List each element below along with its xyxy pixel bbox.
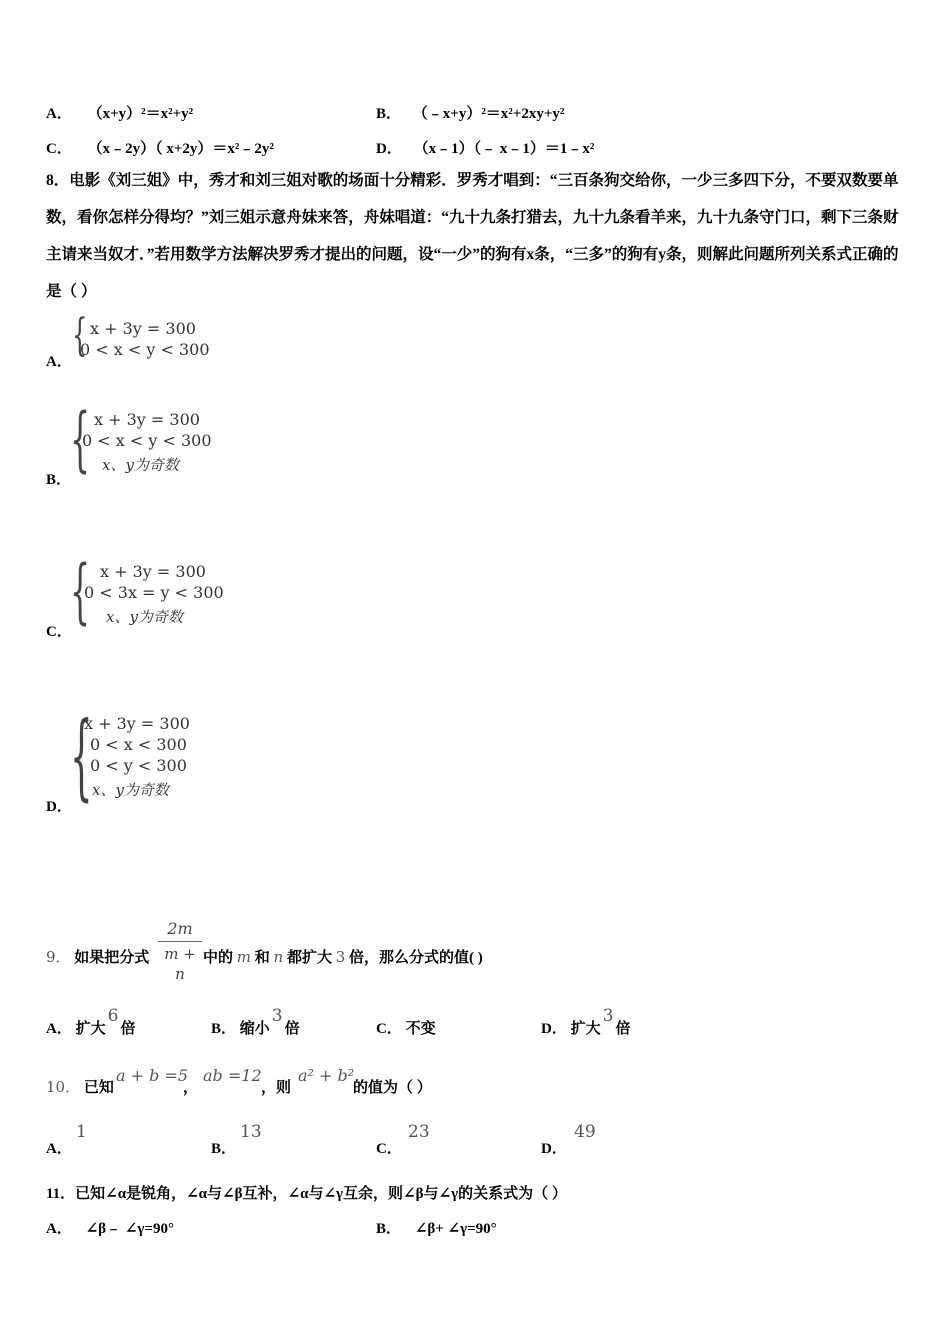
option-text: ∠β﹣ ∠γ=90° [85, 1221, 174, 1237]
option-text: 扩大 [570, 1021, 601, 1037]
q8-option-c-label: C． [46, 624, 72, 640]
fraction-bar [158, 941, 202, 942]
q7-option-a [46, 102, 193, 123]
option-label: A． [46, 106, 72, 122]
q9-stem [46, 946, 149, 967]
q8-option-a-label: A． [46, 354, 72, 370]
equation-row: 0 < 3x = y < 300 [84, 583, 224, 602]
q10-option-b-value: 13 [240, 1122, 262, 1142]
stem-text: 如果把分式 [74, 950, 150, 966]
fraction-numerator: 2m [167, 919, 193, 938]
q9-option-d [541, 1006, 631, 1038]
equation-row: 0 < x < y < 300 [82, 431, 212, 450]
equation-row: x + 3y = 300 [90, 319, 196, 338]
stem-text: 和 [254, 950, 270, 966]
brace-icon: { [70, 702, 93, 811]
option-text: 缩小 [239, 1021, 270, 1037]
option-text: 不变 [405, 1021, 436, 1037]
option-number: 3 [602, 1006, 614, 1026]
equation-row: x、y为奇数 [92, 781, 169, 799]
q10-option-b-label: B． [211, 1141, 237, 1157]
equation-row: 0 < x < 300 [90, 735, 187, 754]
stem-text: 中的 [203, 950, 234, 966]
q8-option-b-label: B． [46, 472, 72, 488]
equation-row: x、y为奇数 [106, 608, 183, 626]
option-label: A． [46, 1221, 72, 1237]
q10-stem [46, 1076, 114, 1097]
q10-stem-end: 的值为（ ） [353, 1080, 432, 1096]
q8-stem: 8．电影《刘三姐》中，秀才和刘三姐对歌的场面十分精彩．罗秀才唱到：“三百条狗交给你，一少三多四下分，不要双数要单数，看你怎样分得均？”刘三姐示意舟妹来答，舟妹唱道：“九十九条打猎去，九十九条看羊来，九十九条守门口，剩下三条财主请来当奴才．”若用数学方法解决罗秀才提出的问题，设“一少”的狗有x条，“三多”的狗有y条，则解此问题所列关系式正确的是（ ） [46, 172, 899, 300]
option-label: B． [211, 1021, 237, 1037]
option-number: 6 [107, 1006, 119, 1026]
option-text: （x﹣2y）（ x+2y）＝x²﹣2y² [87, 141, 274, 157]
equation-row: x、y为奇数 [102, 456, 179, 474]
q9-option-a [46, 1006, 136, 1038]
equation-row: 0 < x < y < 300 [80, 340, 210, 359]
q9-option-b [211, 1006, 300, 1038]
q10-option-c-value: 23 [408, 1122, 430, 1142]
q8-option-d-system [84, 713, 190, 801]
variable-n: n [273, 948, 284, 966]
variable-m: m [236, 948, 251, 966]
option-text: 倍 [615, 1021, 631, 1037]
option-label: D． [376, 141, 402, 157]
option-text: 倍 [120, 1021, 136, 1037]
option-label: A． [46, 1021, 72, 1037]
equation-row: x + 3y = 300 [84, 714, 190, 733]
q10-option-d-label: D． [541, 1141, 567, 1157]
q8-option-c-system [84, 561, 224, 628]
q10-option-a-label: A． [46, 1141, 72, 1157]
q8-option-a-system [80, 318, 210, 360]
stem-text: 已知 [83, 1080, 114, 1096]
q11-option-b [376, 1217, 497, 1238]
q11-option-a [46, 1217, 174, 1238]
option-label: D． [541, 1021, 567, 1037]
q8-option-d-label: D． [46, 799, 72, 815]
option-label: B． [376, 1221, 402, 1237]
option-text: （x﹣1）（﹣ x﹣1）＝1﹣x² [413, 141, 595, 157]
option-label: C． [376, 1021, 402, 1037]
q9-stem-rest [203, 946, 483, 967]
q7-option-c [46, 137, 274, 158]
option-label: B． [376, 106, 402, 122]
question-number: 9． [46, 948, 71, 966]
option-text: ∠β+ ∠γ=90° [414, 1221, 497, 1237]
q7-option-b [376, 102, 564, 123]
q10-option-a-value: 1 [76, 1122, 87, 1142]
question-number: 10． [46, 1078, 81, 1096]
stem-text: 倍，那么分式的值( ) [349, 950, 483, 966]
brace-icon: { [72, 310, 88, 361]
option-text: 倍 [284, 1021, 300, 1037]
equation-row: x + 3y = 300 [94, 410, 200, 429]
option-text: （x+y）²＝x²+y² [87, 106, 194, 122]
brace-icon: { [70, 550, 91, 632]
fraction-denominator: m + n [164, 945, 196, 983]
q10-expression: a² + b² [298, 1066, 355, 1085]
q8-option-b-system [82, 409, 212, 476]
number-3: 3 [335, 948, 346, 966]
equation-row: 0 < y < 300 [90, 756, 187, 775]
q10-equation-1: a + b =5 [116, 1066, 189, 1085]
brace-icon: { [70, 398, 91, 480]
stem-text: 都扩大 [286, 950, 332, 966]
q10-comma: ， [183, 1080, 199, 1096]
q10-option-d-value: 49 [574, 1122, 596, 1142]
q10-option-c-label: C． [376, 1141, 402, 1157]
q10-stem-then: ，则 [261, 1080, 292, 1096]
q9-fraction [158, 919, 202, 984]
q7-option-d [376, 137, 594, 158]
q10-equation-2: ab =12 [203, 1066, 262, 1085]
option-number: 3 [271, 1006, 283, 1026]
q11-stem: 11．已知∠α是锐角，∠α与∠β互补，∠α与∠γ互余，则∠β与∠γ的关系式为（ ） [46, 1186, 567, 1202]
option-text: （﹣x+y）²＝x²+2xy+y² [412, 106, 565, 122]
q9-option-c [376, 1017, 436, 1038]
option-label: C． [46, 141, 72, 157]
equation-row: x + 3y = 300 [100, 562, 206, 581]
option-text: 扩大 [75, 1021, 106, 1037]
